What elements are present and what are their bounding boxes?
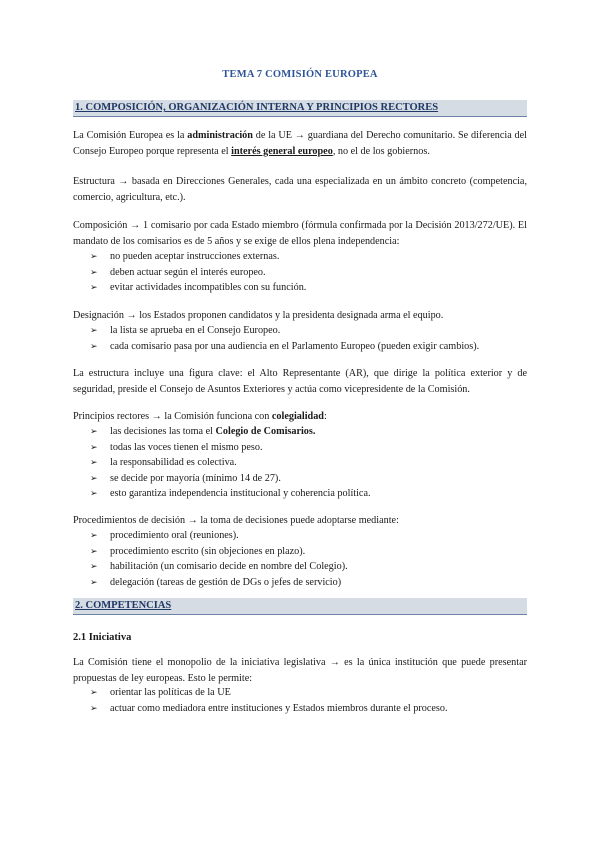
section-heading-2-text: 2. COMPETENCIAS [75,600,172,611]
paragraph-iniciativa: La Comisión tiene el monopolio de la iniciativa legislativa → es la única institución que puede presentar propuestas de ley europeas. Esto le permite: [73,657,527,684]
list-item [90,701,527,717]
bullet-list-designacion [90,323,527,354]
list-item-text: delegación (tareas de gestión de DGs o jefes de servicio) [110,576,342,588]
paragraph-composicion: Composición → 1 comisario por cada Estado miembro (fórmula confirmada por la Decisión 2013/272/UE). El mandato de los comisarios es de 5 años y se exige de ellos plena independencia: [73,220,527,247]
list-item [90,559,527,575]
list-item-text: todas las voces tienen el mismo peso. [110,441,263,453]
list-item-text: habilitación (un comisario decide en nombre del Colegio). [110,561,348,572]
list-item [90,339,527,355]
list-item [90,544,527,560]
list-item-text: no pueden aceptar instrucciones externas. [110,251,280,262]
bullet-list-principios [90,424,527,502]
arrow-bullet-icon: ➢ [90,472,98,483]
arrow-bullet-icon: ➢ [90,687,98,697]
list-item [90,424,527,440]
bold-term-interes-general: interés general europeo [231,145,333,157]
paragraph-designacion: Designación → los Estados proponen candidatos y la presidenta designada arma el equipo. [73,310,444,321]
list-item-text: las decisiones las toma el [110,426,216,437]
text-run: La Comisión Europea es la [73,130,188,141]
bold-term-colegialidad: colegialidad [271,411,324,422]
paragraph-definition [73,128,527,159]
list-item-text: la responsabilidad es colectiva. [110,457,237,468]
list-item [90,471,527,487]
subheading-iniciativa: 2.1 Iniciativa [73,632,132,643]
list-item [90,265,527,281]
list-item [90,685,527,701]
section-heading-2 [73,598,527,615]
arrow-bullet-icon: ➢ [90,325,98,335]
arrow-bullet-icon: ➢ [90,441,98,452]
list-item [90,440,527,456]
bold-term-administracion: administración [187,130,253,141]
list-item-text: esto garantiza independencia institucional y coherencia política. [110,488,371,499]
list-item [90,249,527,265]
bullet-list-procedimientos [90,528,527,590]
arrow-bullet-icon: ➢ [90,266,98,277]
document-title: TEMA 7 COMISIÓN EUROPEA [222,69,378,80]
list-item [90,528,527,544]
arrow-bullet-icon: ➢ [90,561,98,571]
list-item-text: cada comisario pasa por una audiencia en el Parlamento Europeo (pueden exigir cambios). [110,340,480,352]
text-run: , no el de los gobiernos. [332,145,430,157]
list-item-text: deben actuar según el interés europeo. [110,266,266,278]
arrow-bullet-icon: ➢ [90,282,98,292]
paragraph-alto-representante: La estructura incluye una figura clave: el Alto Representante (AR), que dirige la política exterior y de seguridad, preside el Consejo de Asuntos Exteriores y actúa como vicepresidente de la Comisión. [73,368,527,395]
text-run: : [323,411,327,422]
list-item-text: se decide por mayoría (mínimo 14 de 27). [110,472,281,484]
bold-term-colegio: Colegio de Comisarios. [215,426,316,437]
bullet-list-composicion [90,249,527,296]
paragraph-estructura: Estructura → basada en Direcciones Generales, cada una especializada en un ámbito concreto (competencia, comercio, agricultura, etc.). [73,176,527,203]
list-item [90,280,527,296]
list-item [90,323,527,339]
list-item [90,486,527,502]
arrow-bullet-icon: ➢ [90,426,98,436]
bullet-list-iniciativa [90,685,527,716]
paragraph-procedimientos: Procedimientos de decisión → la toma de decisiones puede adoptarse mediante: [73,515,399,526]
list-item-text: la lista se aprueba en el Consejo Europeo. [110,325,281,336]
arrow-bullet-icon: ➢ [90,488,98,498]
text-run: de la UE → guardiana del Derecho comunitario. Se diferencia del Consejo Europeo porque representa el [73,130,527,157]
arrow-bullet-icon: ➢ [90,457,98,467]
list-item-text: procedimiento oral (reuniones). [110,530,239,541]
arrow-bullet-icon: ➢ [90,251,98,261]
list-item-text: procedimiento escrito (sin objeciones en plazo). [110,545,306,557]
arrow-bullet-icon: ➢ [90,702,98,713]
section-heading-1-text: 1. COMPOSICIÓN, ORGANIZACIÓN INTERNA Y PRINCIPIOS RECTORES [75,102,439,113]
text-run: Principios rectores → la Comisión funciona con [73,411,272,422]
arrow-bullet-icon: ➢ [90,576,98,587]
arrow-bullet-icon: ➢ [90,530,98,540]
list-item-text: orientar las políticas de la UE [110,687,231,698]
arrow-bullet-icon: ➢ [90,340,98,351]
section-heading-1 [73,100,527,117]
arrow-bullet-icon: ➢ [90,545,98,556]
list-item-text: evitar actividades incompatibles con su función. [110,282,307,293]
paragraph-principios [73,409,527,425]
list-item-text: actuar como mediadora entre instituciones y Estados miembros durante el proceso. [110,702,448,714]
list-item [90,455,527,471]
list-item [90,575,527,591]
